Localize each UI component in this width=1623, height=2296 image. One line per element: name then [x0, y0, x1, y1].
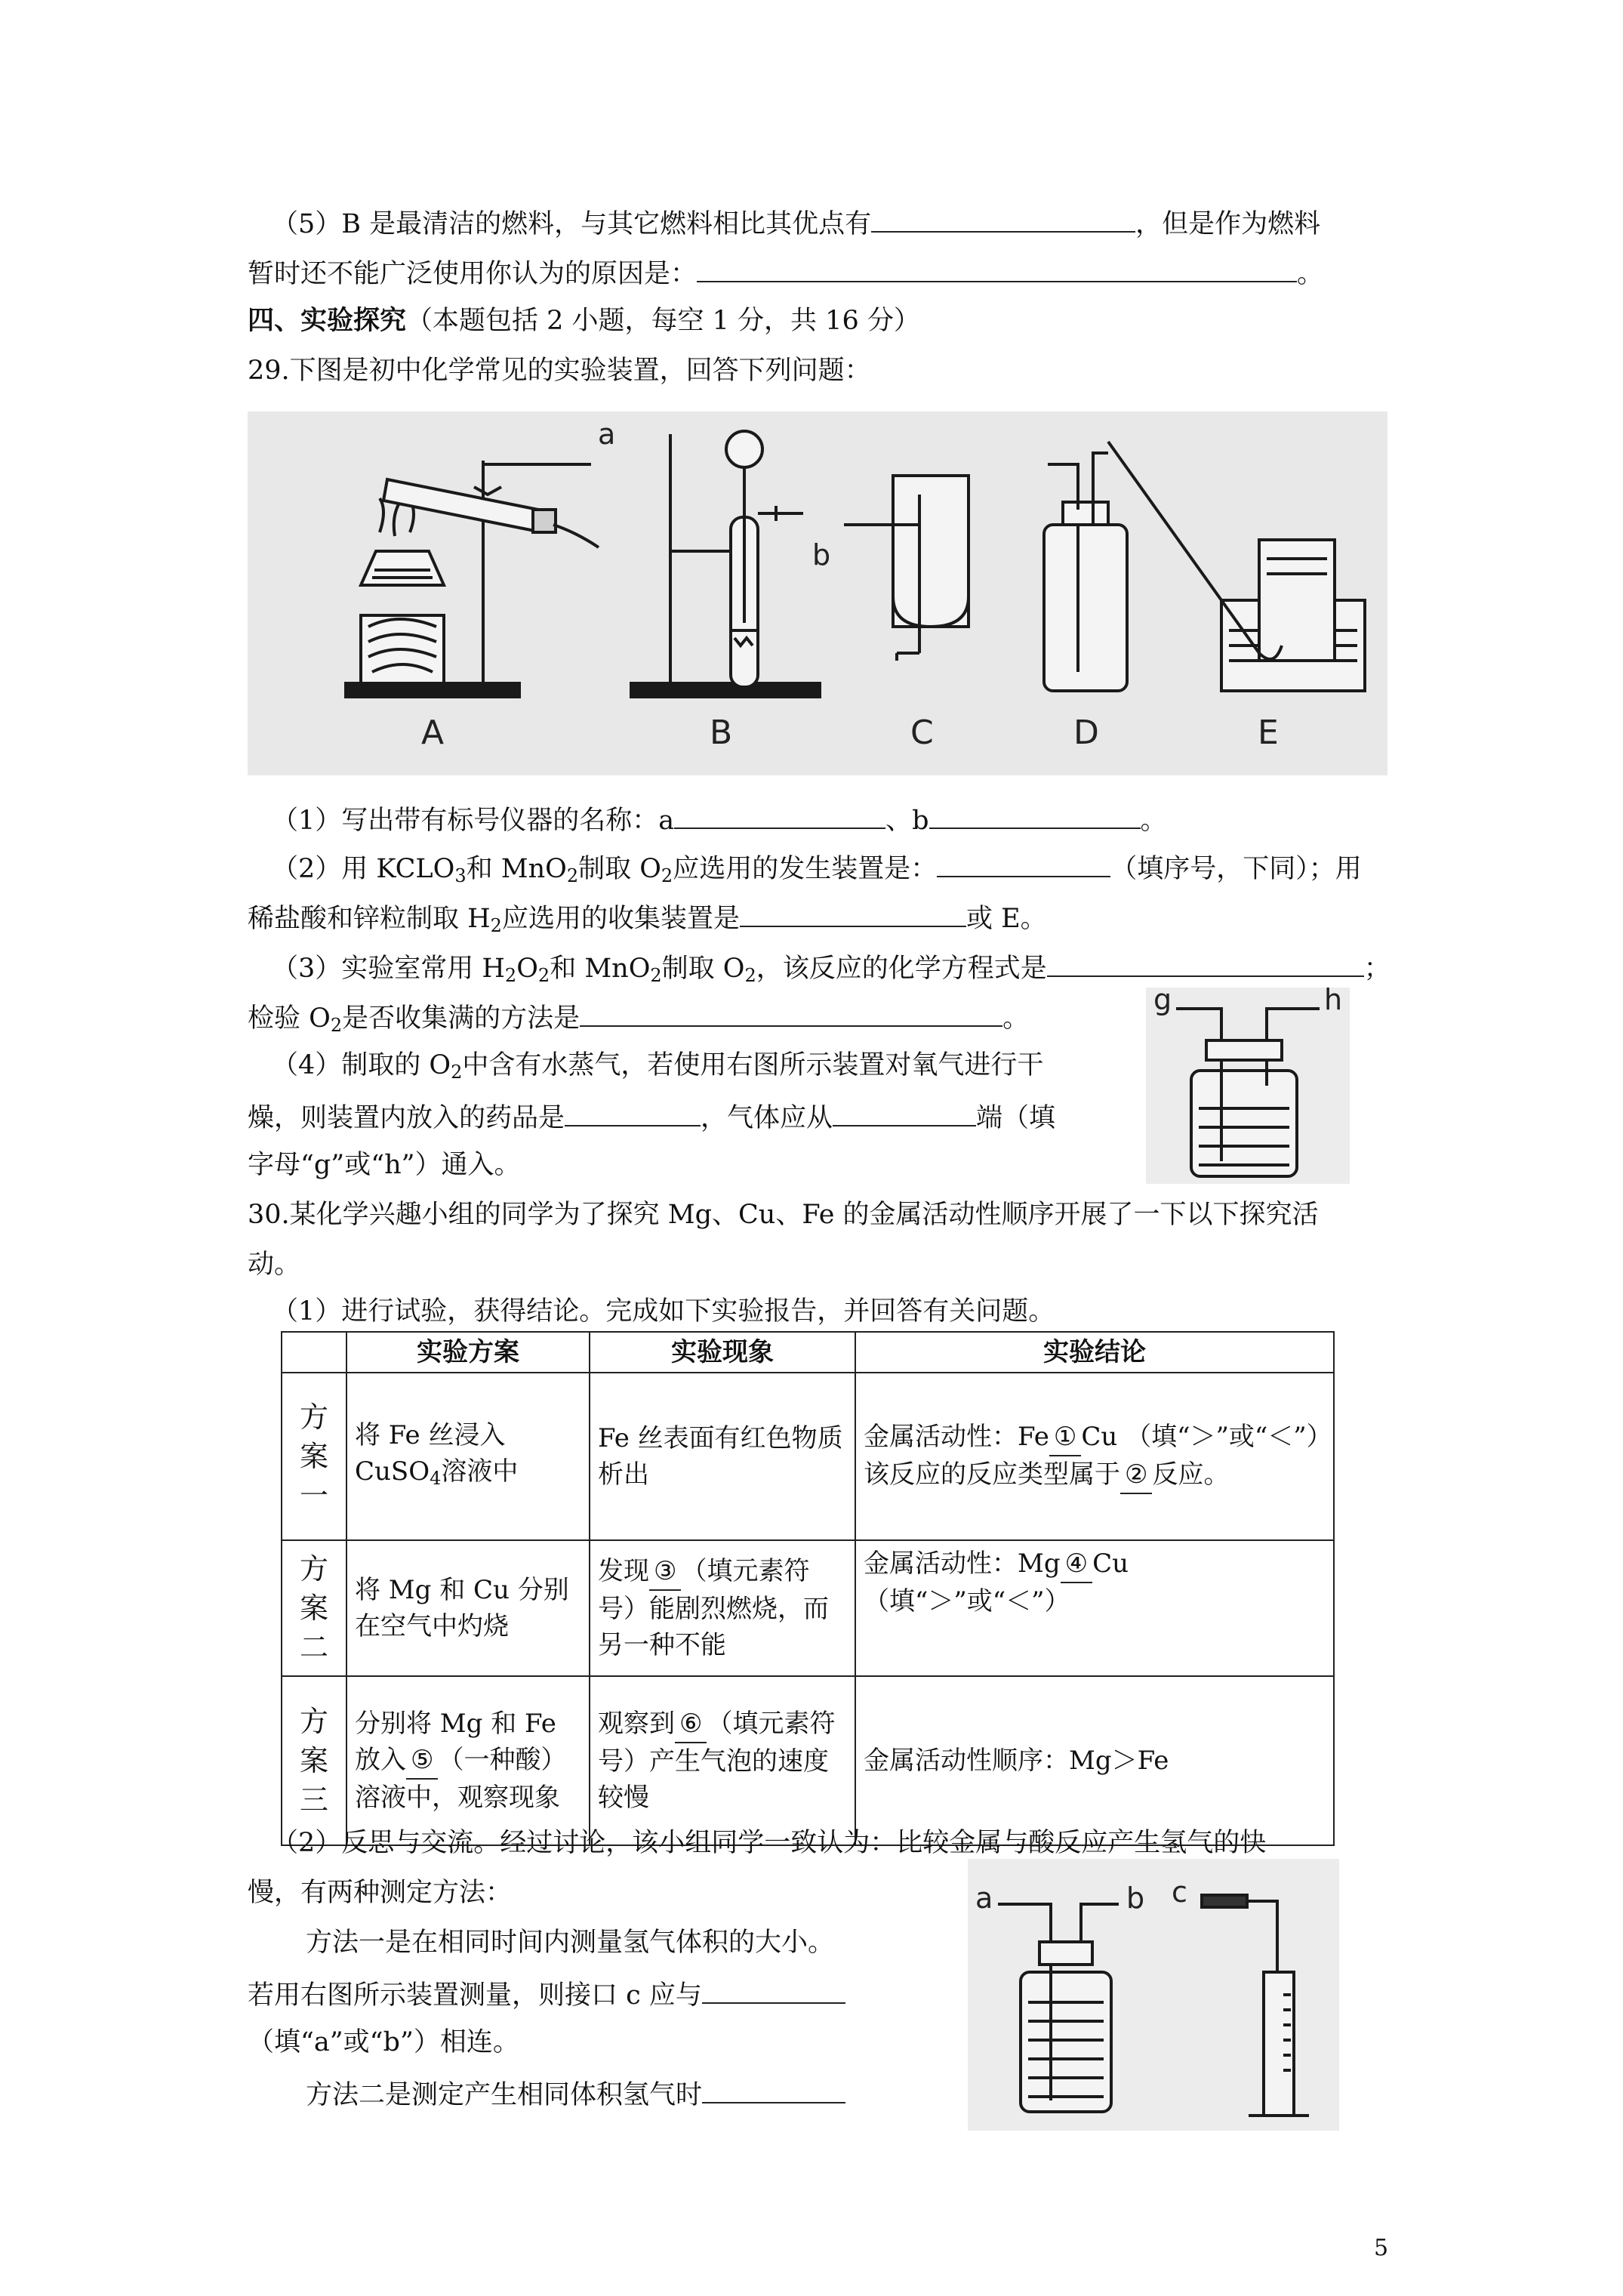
observation-cell: 发现 ③ （填元素符号）能剧烈燃烧，而另一种不能	[590, 1540, 855, 1676]
label-c: c	[1172, 1875, 1187, 1909]
q30-part2-line2: 慢，有两种测定方法：	[248, 1878, 513, 1908]
answer-blank[interactable]	[740, 897, 966, 927]
q29-part4: （4）制取的 $O_2$中含有水蒸气，若使用右图所示装置对氧气进行干	[272, 1050, 1044, 1083]
table-header-blank	[282, 1332, 346, 1373]
answer-blank-4[interactable]: ④	[1061, 1546, 1092, 1583]
answer-blank[interactable]	[702, 1974, 845, 2004]
row-label: 方案三	[282, 1676, 346, 1845]
answer-blank-5[interactable]: ⑤	[406, 1742, 438, 1780]
q29-part1: （1）写出带有标号仪器的名称：a 、b 。	[272, 799, 1167, 840]
q30-part2: （2）反思与交流。经过讨论，该小组同学一致认为：比较金属与酸反应产生氢气的快	[272, 1828, 1267, 1858]
table-header-row	[282, 1332, 1334, 1373]
plan-cell: 将 Mg 和 Cu 分别在空气中灼烧	[346, 1540, 590, 1676]
row-label: 方案二	[282, 1540, 346, 1676]
conclusion-cell: 金属活动性顺序：Mg＞Fe	[855, 1676, 1334, 1845]
section-heading: 四、实验探究（本题包括 2 小题，每空 1 分，共 16 分）	[248, 305, 920, 336]
page-number: 5	[1374, 2235, 1389, 2261]
apparatus-figure	[248, 411, 1387, 775]
answer-blank[interactable]	[697, 252, 1297, 282]
label-B: B	[710, 713, 733, 752]
answer-blank-3[interactable]: ③	[649, 1553, 681, 1591]
method1-line2: 若用右图所示装置测量，则接口 c 应与	[248, 1974, 845, 2014]
conclusion-cell: 金属活动性：Fe ① Cu （填“＞”或“＜”）该反应的反应类型属于 ② 反应。	[855, 1373, 1334, 1540]
table-header: 实验结论	[855, 1332, 1334, 1373]
observation-cell: Fe 丝表面有红色物质析出	[590, 1373, 855, 1540]
answer-blank[interactable]	[1047, 947, 1364, 977]
table-row	[282, 1373, 1334, 1540]
drying-bottle-figure	[1146, 983, 1350, 1184]
answer-blank-1[interactable]: ①	[1049, 1419, 1081, 1456]
experiment-report-table	[281, 1331, 1335, 1846]
observation-cell: 观察到 ⑥ （填元素符号）产生气泡的速度较慢	[590, 1676, 855, 1845]
answer-blank[interactable]	[937, 847, 1110, 877]
q30-title: 30.某化学兴趣小组的同学为了探究 Mg、Cu、Fe 的金属活动性顺序开展了一下以下探究活	[248, 1200, 1319, 1230]
label-h: h	[1324, 983, 1343, 1016]
drying-bottle-svg	[1146, 988, 1350, 1184]
q30-part1: （1）进行试验，获得结论。完成如下实验报告，并回答有关问题。	[272, 1296, 1055, 1327]
q5-line2: 暂时还不能广泛使用你认为的原因是： 。	[248, 252, 1323, 293]
q29-part2-line2: 稀盐酸和锌粒制取 $H_2$应选用的收集装置是 或 E。	[248, 897, 1047, 945]
label-C: C	[910, 713, 934, 752]
answer-blank-a[interactable]	[674, 799, 885, 829]
q29-title: 29.下图是初中化学常见的实验装置，回答下列问题：	[248, 356, 871, 386]
answer-blank[interactable]	[580, 997, 1002, 1027]
label-a: a	[598, 418, 616, 451]
label-g: g	[1153, 983, 1172, 1016]
label-b: b	[812, 538, 831, 572]
answer-blank-6[interactable]: ⑥	[675, 1706, 707, 1743]
answer-blank[interactable]	[833, 1096, 976, 1126]
answer-blank-b[interactable]	[929, 799, 1141, 829]
plan-cell: 分别将 Mg 和 Fe 放入 ⑤ （一种酸）溶液中，观察现象	[346, 1676, 590, 1845]
table-header: 实验现象	[590, 1332, 855, 1373]
q29-part4-line3: 字母“g”或“h”）通入。	[248, 1150, 521, 1180]
table-header: 实验方案	[346, 1332, 590, 1373]
answer-blank[interactable]	[702, 2073, 845, 2103]
q29-part3: （3）实验室常用 $H_2O_2$和 MnO$_2$制取 $O_2$，该反应的化学方程式是 ；	[272, 947, 1390, 994]
label-b: b	[1126, 1881, 1145, 1915]
q29-part3-line2: 检验 $O_2$是否收集满的方法是 。	[248, 997, 1029, 1044]
label-E: E	[1258, 713, 1279, 752]
method1-line1: 方法一是在相同时间内测量氢气体积的大小。	[306, 1928, 835, 1958]
answer-blank[interactable]	[565, 1096, 701, 1126]
label-a: a	[975, 1881, 993, 1915]
q30-title-line2: 动。	[248, 1250, 301, 1280]
q29-part2: （2）用 $KCLO_3$和 MnO$_2$制取 $O_2$应选用的发生装置是： （填序号，下同）；用	[272, 847, 1362, 895]
method1-line3: （填“a”或“b”）相连。	[248, 2027, 519, 2057]
label-D: D	[1073, 713, 1099, 752]
label-A: A	[421, 713, 445, 752]
row-label: 方案一	[282, 1373, 346, 1540]
plan-cell: 将 Fe 丝浸入 CuSO$_4$溶液中	[346, 1373, 590, 1540]
apparatus-svg	[248, 411, 1387, 775]
conclusion-cell: 金属活动性：Mg ④ Cu （填“＞”或“＜”）	[855, 1540, 1334, 1676]
answer-blank[interactable]	[871, 202, 1135, 233]
q5-line1: （5）B 是最清洁的燃料，与其它燃料相比其优点有 ，但是作为燃料	[272, 202, 1320, 243]
method2-line1: 方法二是测定产生相同体积氢气时	[306, 2073, 845, 2114]
gas-measurement-svg	[968, 1859, 1339, 2131]
q29-part4-line2: 燥，则装置内放入的药品是 ，气体应从 端（填	[248, 1096, 1055, 1137]
table-row	[282, 1676, 1334, 1845]
table-row	[282, 1540, 1334, 1676]
answer-blank-2[interactable]: ②	[1120, 1456, 1152, 1494]
gas-measurement-figure	[968, 1859, 1339, 2131]
